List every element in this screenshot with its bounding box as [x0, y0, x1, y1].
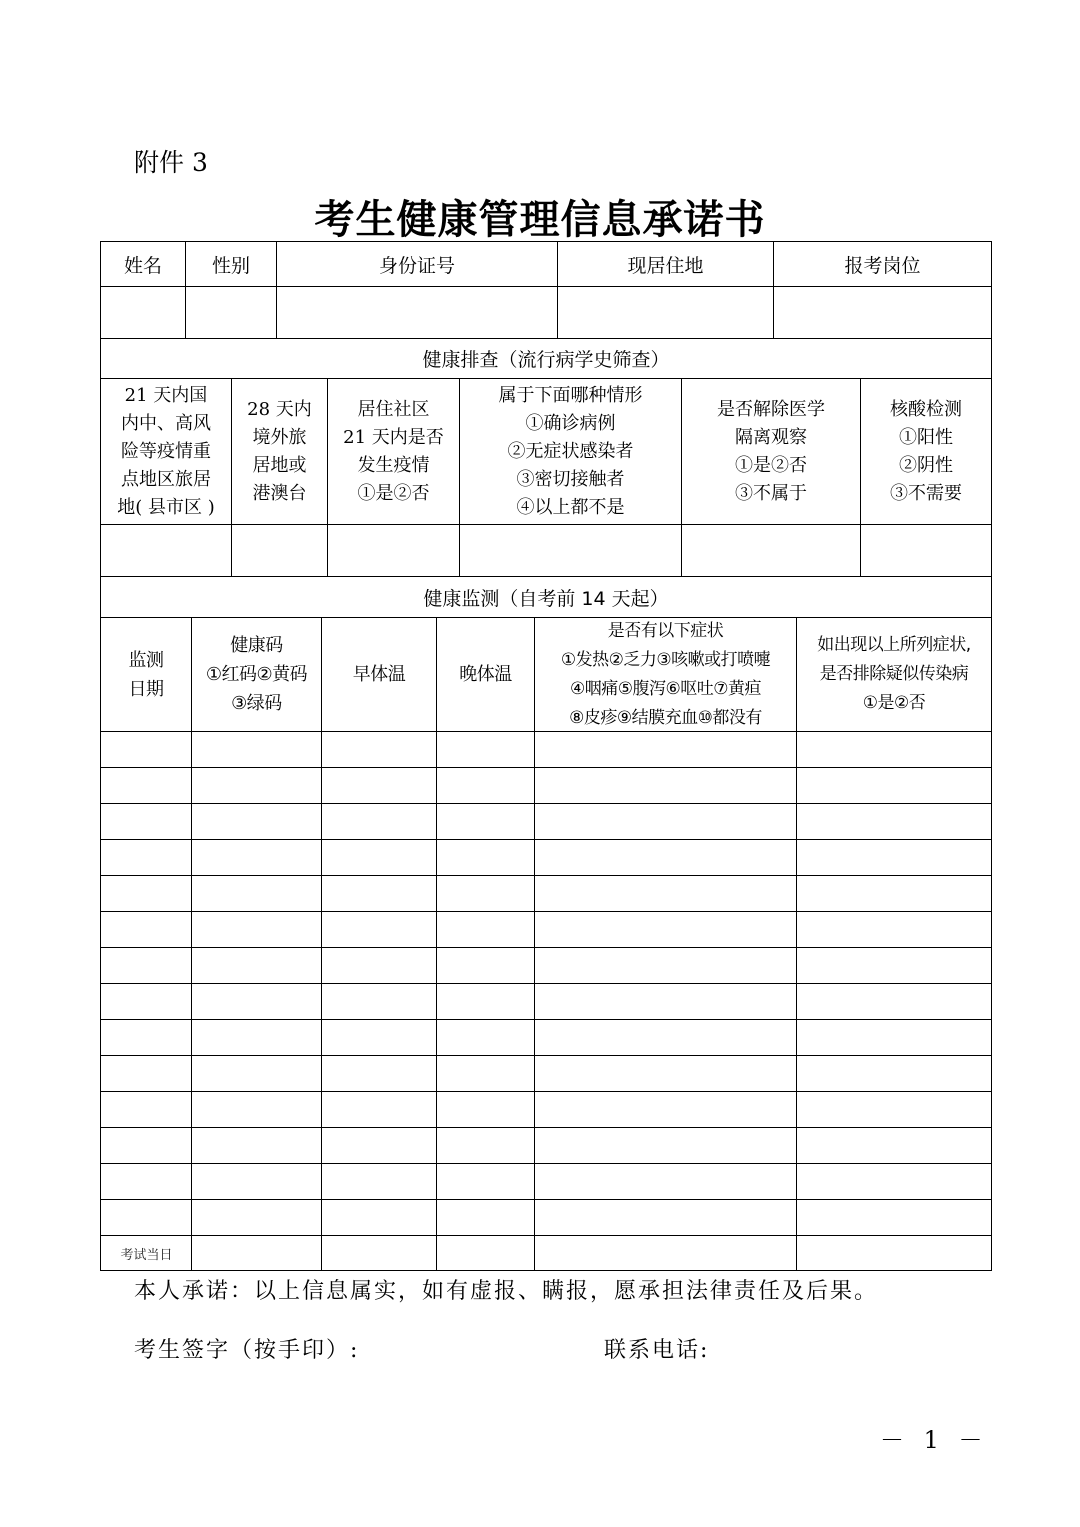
monitoring-symptoms-cell[interactable] — [535, 1236, 797, 1270]
screening-col-community-line-4: ①是②否 — [357, 482, 430, 504]
monitoring-row — [101, 1056, 991, 1092]
monitoring-symptoms-cell[interactable] — [535, 1128, 797, 1163]
screening-col-case-type-line-1: 属于下面哪种情形 — [498, 384, 643, 406]
screening-col-community-line-1: 居住社区 — [357, 398, 430, 420]
monitoring-health-code-cell[interactable] — [192, 1236, 322, 1270]
monitoring-col-exclusion-line-1: 如出现以上所列症状, — [817, 635, 971, 655]
signature-label: 考生签字（按手印）: — [134, 1338, 360, 1363]
monitoring-exclusion-cell[interactable] — [797, 840, 991, 875]
screening-col-quarantine-line-2: 隔离观察 — [735, 426, 807, 448]
monitoring-morning-temp-cell[interactable] — [322, 912, 437, 947]
screening-col-quarantine-line-3: ①是②否 — [735, 454, 807, 476]
screening-col-domestic-risk-line-3: 险等疫情重 — [121, 440, 211, 462]
monitoring-section-title: 健康监测（自考前 14 天起） — [423, 587, 669, 610]
monitoring-evening-temp-cell[interactable] — [437, 912, 535, 947]
name-field[interactable] — [101, 287, 186, 338]
monitoring-row — [101, 948, 991, 984]
screening-col-domestic-risk — [101, 379, 232, 524]
monitoring-health-code-cell[interactable] — [192, 804, 322, 839]
nucleic-test-field[interactable] — [861, 525, 991, 576]
monitoring-date-cell[interactable] — [101, 1128, 192, 1163]
monitoring-date-cell[interactable] — [101, 876, 192, 911]
monitoring-morning-temp-cell[interactable] — [322, 1200, 437, 1235]
monitoring-evening-temp-cell[interactable] — [437, 1236, 535, 1270]
header-name: 姓名 — [101, 242, 186, 286]
monitoring-evening-temp-cell[interactable] — [437, 840, 535, 875]
monitoring-health-code-cell[interactable] — [192, 1200, 322, 1235]
residence-field[interactable] — [558, 287, 774, 338]
monitoring-evening-temp-cell[interactable] — [437, 1200, 535, 1235]
monitoring-section-row — [101, 577, 991, 618]
pledge-statement: 本人承诺：以上信息属实，如有虚报、瞒报，愿承担法律责任及后果。 — [134, 1279, 879, 1304]
monitoring-col-date-line-2: 日期 — [128, 678, 164, 700]
monitoring-morning-temp-cell[interactable] — [322, 804, 437, 839]
monitoring-date-cell[interactable] — [101, 984, 192, 1019]
monitoring-col-morning-temp — [322, 618, 437, 731]
header-position: 报考岗位 — [844, 254, 921, 277]
screening-section-row — [101, 339, 991, 379]
monitoring-exclusion-cell[interactable] — [797, 984, 991, 1019]
screening-col-overseas-line-3: 居地或 — [252, 454, 307, 476]
screening-col-overseas-line-4: 港澳台 — [252, 482, 307, 504]
screening-col-nucleic-test-line-3: ②阴性 — [899, 454, 953, 476]
monitoring-health-code-cell[interactable] — [192, 912, 322, 947]
screening-col-domestic-risk-line-4: 点地区旅居 — [121, 468, 211, 490]
monitoring-exclusion-cell[interactable] — [797, 876, 991, 911]
monitoring-exclusion-cell[interactable] — [797, 1056, 991, 1091]
monitoring-col-date — [101, 618, 192, 731]
monitoring-evening-temp-cell[interactable] — [437, 1020, 535, 1055]
monitoring-health-code-cell[interactable] — [192, 1020, 322, 1055]
monitoring-morning-temp-cell[interactable] — [322, 1056, 437, 1091]
monitoring-morning-temp-cell[interactable] — [322, 768, 437, 803]
monitoring-col-symptoms-line-2: ①发热②乏力③咳嗽或打喷嚏 — [560, 649, 771, 670]
monitoring-evening-temp-cell[interactable] — [437, 984, 535, 1019]
monitoring-date-cell[interactable] — [101, 912, 192, 947]
monitoring-health-code-cell[interactable] — [192, 1056, 322, 1091]
header-id-number: 身份证号 — [277, 242, 558, 286]
monitoring-date-cell[interactable] — [101, 840, 192, 875]
monitoring-symptoms-cell[interactable] — [535, 1020, 797, 1055]
monitoring-health-code-cell[interactable] — [192, 840, 322, 875]
monitoring-row — [101, 1128, 991, 1164]
monitoring-morning-temp-cell[interactable] — [322, 1128, 437, 1163]
monitoring-health-code-cell[interactable] — [192, 732, 322, 767]
screening-input-row — [101, 525, 991, 577]
screening-col-overseas-line-2: 境外旅 — [252, 426, 307, 448]
screening-col-community — [328, 379, 460, 524]
id-number-field[interactable] — [277, 287, 558, 338]
health-form-table — [100, 241, 992, 1271]
case-type-field[interactable] — [460, 525, 682, 576]
monitoring-exclusion-cell[interactable] — [797, 912, 991, 947]
monitoring-col-health-code-line-3: ③绿码 — [231, 693, 282, 714]
page-number: － 1 － — [880, 1426, 989, 1454]
monitoring-date-cell[interactable] — [101, 1092, 192, 1127]
screening-col-quarantine-line-1: 是否解除医学 — [717, 398, 825, 420]
monitoring-col-symptoms-line-1: 是否有以下症状 — [607, 620, 724, 641]
screening-col-nucleic-test-line-4: ③不需要 — [890, 482, 962, 504]
monitoring-row — [101, 804, 991, 840]
monitoring-symptoms-cell[interactable] — [535, 948, 797, 983]
screening-col-domestic-risk-line-2: 内中、高风 — [121, 412, 211, 434]
monitoring-exclusion-cell[interactable] — [797, 1164, 991, 1199]
monitoring-col-exclusion — [797, 618, 991, 731]
monitoring-exclusion-cell[interactable] — [797, 948, 991, 983]
monitoring-evening-temp-cell[interactable] — [437, 804, 535, 839]
monitoring-row — [101, 1236, 991, 1270]
overseas-field[interactable] — [232, 525, 328, 576]
monitoring-row — [101, 1164, 991, 1200]
monitoring-row — [101, 768, 991, 804]
screening-header-row — [101, 379, 991, 525]
monitoring-symptoms-cell[interactable] — [535, 1056, 797, 1091]
monitoring-exclusion-cell[interactable] — [797, 732, 991, 767]
monitoring-col-evening-temp — [437, 618, 535, 731]
position-field[interactable] — [774, 287, 991, 338]
monitoring-col-health-code — [192, 618, 322, 731]
monitoring-evening-temp-cell[interactable] — [437, 876, 535, 911]
monitoring-date-cell[interactable] — [101, 768, 192, 803]
monitoring-health-code-cell[interactable] — [192, 984, 322, 1019]
monitoring-evening-temp-cell[interactable] — [437, 1128, 535, 1163]
gender-field[interactable] — [186, 287, 277, 338]
monitoring-evening-temp-cell[interactable] — [437, 1092, 535, 1127]
monitoring-row — [101, 1020, 991, 1056]
screening-col-nucleic-test — [861, 379, 991, 524]
monitoring-header-row — [101, 618, 991, 732]
attachment-label: 附件 3 — [134, 148, 208, 177]
monitoring-symptoms-cell[interactable] — [535, 1164, 797, 1199]
screening-section-title: 健康排查（流行病学史筛查） — [422, 349, 670, 371]
screening-col-case-type-line-2: ①确诊病例 — [525, 412, 616, 434]
monitoring-health-code-cell[interactable] — [192, 876, 322, 911]
monitoring-exclusion-cell[interactable] — [797, 768, 991, 803]
community-field[interactable] — [328, 525, 460, 576]
monitoring-exclusion-cell[interactable] — [797, 1200, 991, 1235]
monitoring-col-symptoms-line-4: ⑧皮疹⑨结膜充血⑩都没有 — [569, 707, 762, 728]
monitoring-health-code-cell[interactable] — [192, 1092, 322, 1127]
monitoring-row — [101, 984, 991, 1020]
header-gender: 性别 — [186, 242, 277, 286]
monitoring-evening-temp-cell[interactable] — [437, 1056, 535, 1091]
monitoring-morning-temp-cell[interactable] — [322, 1236, 437, 1270]
quarantine-field[interactable] — [682, 525, 861, 576]
screening-col-case-type-line-3: ②无症状感染者 — [507, 440, 634, 462]
monitoring-symptoms-cell[interactable] — [535, 912, 797, 947]
monitoring-evening-temp-cell[interactable] — [437, 1164, 535, 1199]
screening-col-nucleic-test-line-1: 核酸检测 — [890, 398, 962, 420]
monitoring-row — [101, 1200, 991, 1236]
screening-col-community-line-3: 发生疫情 — [357, 454, 430, 476]
monitoring-morning-temp-cell[interactable] — [322, 1092, 437, 1127]
monitoring-exclusion-cell[interactable] — [797, 1092, 991, 1127]
monitoring-col-health-code-line-1: 健康码 — [230, 635, 283, 656]
screening-col-domestic-risk-line-5: 地( 县市区 ) — [117, 496, 215, 518]
monitoring-col-exclusion-line-2: 是否排除疑似传染病 — [819, 664, 969, 684]
screening-col-overseas — [232, 379, 328, 524]
monitoring-date-cell[interactable] — [101, 1164, 192, 1199]
monitoring-morning-temp-cell[interactable] — [322, 840, 437, 875]
monitoring-morning-temp-cell[interactable] — [322, 876, 437, 911]
screening-col-domestic-risk-line-1: 21 天内国 — [124, 384, 208, 406]
domestic-risk-field[interactable] — [101, 525, 232, 576]
monitoring-morning-temp-cell[interactable] — [322, 984, 437, 1019]
monitoring-date-cell[interactable] — [101, 1056, 192, 1091]
screening-col-quarantine-line-4: ③不属于 — [735, 482, 807, 504]
monitoring-symptoms-cell[interactable] — [535, 804, 797, 839]
monitoring-col-morning-temp-line-1: 早体温 — [352, 664, 406, 685]
monitoring-row — [101, 840, 991, 876]
monitoring-morning-temp-cell[interactable] — [322, 732, 437, 767]
monitoring-col-health-code-line-2: ①红码②黄码 — [205, 664, 308, 685]
monitoring-date-cell[interactable] — [101, 732, 192, 767]
monitoring-symptoms-cell[interactable] — [535, 1200, 797, 1235]
screening-col-overseas-line-1: 28 天内 — [247, 398, 312, 420]
monitoring-morning-temp-cell[interactable] — [322, 1164, 437, 1199]
monitoring-symptoms-cell[interactable] — [535, 732, 797, 767]
screening-col-nucleic-test-line-2: ①阳性 — [899, 426, 953, 448]
phone-label: 联系电话: — [604, 1338, 710, 1363]
screening-col-case-type-line-4: ③密切接触者 — [516, 468, 625, 490]
monitoring-row — [101, 876, 991, 912]
monitoring-symptoms-cell[interactable] — [535, 1092, 797, 1127]
monitoring-health-code-cell[interactable] — [192, 768, 322, 803]
monitoring-date-cell[interactable] — [101, 804, 192, 839]
monitoring-date-cell[interactable] — [101, 948, 192, 983]
monitoring-health-code-cell[interactable] — [192, 1128, 322, 1163]
monitoring-exclusion-cell[interactable] — [797, 1020, 991, 1055]
monitoring-health-code-cell[interactable] — [192, 948, 322, 983]
basic-info-header-row — [101, 242, 991, 287]
monitoring-exclusion-cell[interactable] — [797, 804, 991, 839]
monitoring-morning-temp-cell[interactable] — [322, 1020, 437, 1055]
monitoring-col-symptoms — [535, 618, 797, 731]
exam-day-label: 考试当日 — [120, 1247, 173, 1263]
header-residence: 现居住地 — [558, 242, 774, 286]
monitoring-morning-temp-cell[interactable] — [322, 948, 437, 983]
basic-info-input-row — [101, 287, 991, 339]
monitoring-col-date-line-1: 监测 — [128, 649, 164, 671]
monitoring-col-symptoms-line-3: ④咽痛⑤腹泻⑥呕吐⑦黄疸 — [570, 678, 761, 699]
screening-col-quarantine — [682, 379, 861, 524]
monitoring-evening-temp-cell[interactable] — [437, 732, 535, 767]
monitoring-date-cell[interactable] — [101, 1020, 192, 1055]
monitoring-row — [101, 1092, 991, 1128]
document-title: 考生健康管理信息承诺书 — [314, 196, 766, 243]
monitoring-row — [101, 912, 991, 948]
screening-col-community-line-2: 21 天内是否 — [343, 426, 444, 448]
screening-col-case-type-line-5: ④以上都不是 — [516, 496, 625, 518]
monitoring-symptoms-cell[interactable] — [535, 840, 797, 875]
monitoring-symptoms-cell[interactable] — [535, 984, 797, 1019]
monitoring-col-exclusion-line-3: ①是②否 — [862, 693, 926, 713]
monitoring-symptoms-cell[interactable] — [535, 768, 797, 803]
monitoring-exclusion-cell[interactable] — [797, 1128, 991, 1163]
monitoring-symptoms-cell[interactable] — [535, 876, 797, 911]
screening-col-case-type — [460, 379, 682, 524]
monitoring-row — [101, 732, 991, 768]
monitoring-exclusion-cell[interactable] — [797, 1236, 991, 1270]
monitoring-evening-temp-cell[interactable] — [437, 948, 535, 983]
monitoring-col-evening-temp-line-1: 晚体温 — [459, 664, 512, 685]
monitoring-date-cell[interactable] — [101, 1200, 192, 1235]
monitoring-health-code-cell[interactable] — [192, 1164, 322, 1199]
monitoring-evening-temp-cell[interactable] — [437, 768, 535, 803]
